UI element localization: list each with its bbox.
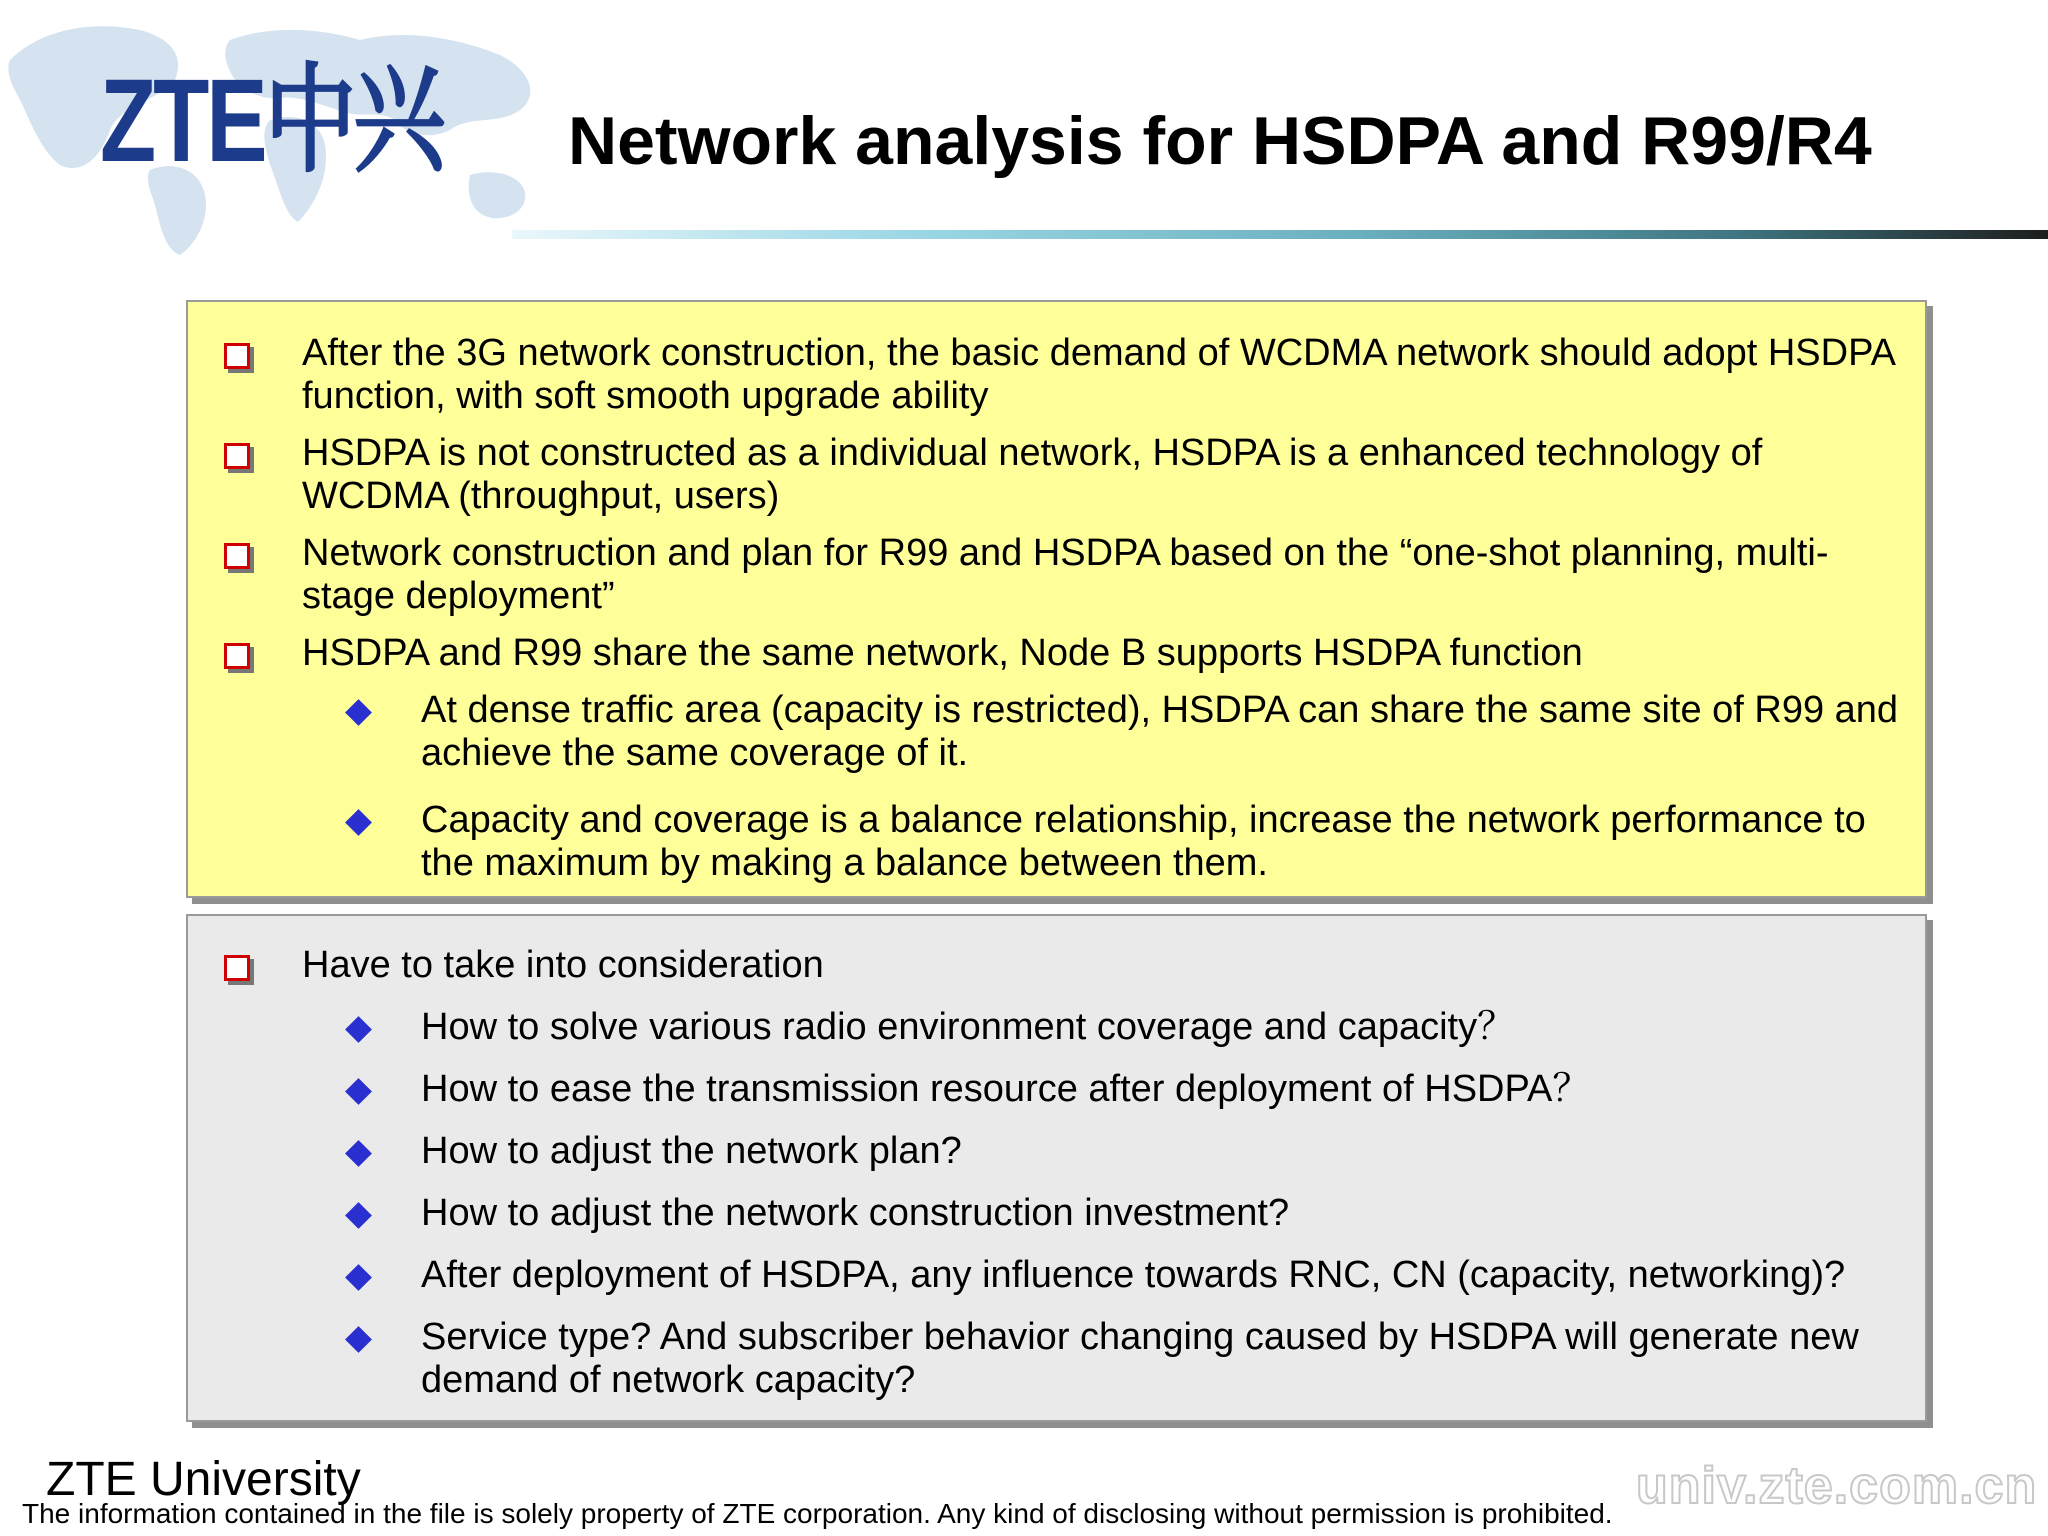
list-item — [302, 632, 1912, 675]
sub-list-item-text: At dense traffic area (capacity is restricted), HSDPA can share the same site of R99 and achieve the same coverage of it. — [421, 689, 1899, 774]
list-item — [302, 532, 1912, 618]
sub-list-item — [421, 1254, 1921, 1297]
footer-university: ZTE University — [46, 1453, 361, 1506]
zte-logo: ZTE中兴 — [100, 55, 443, 187]
hollow-square-bullet-icon — [224, 643, 250, 669]
list-item — [302, 332, 1912, 418]
sub-list-item — [421, 1192, 1921, 1235]
highlight-box — [186, 300, 1927, 898]
blue-diamond-bullet-icon — [345, 1016, 372, 1043]
hollow-square-bullet-icon — [224, 343, 250, 369]
sub-list-item — [421, 799, 1921, 885]
sub-list-item-text: How to adjust the network construction investment? — [421, 1192, 1290, 1234]
sub-list-item-text: Capacity and coverage is a balance relationship, increase the network performance to the maximum by making a balance between them. — [421, 799, 1866, 884]
list-item — [302, 432, 1912, 518]
footer-notice: The information contained in the file is solely property of ZTE corporation. Any kind of disclosing without permission is prohibited. — [22, 1498, 1613, 1529]
list-item-text: Have to take into consideration — [302, 944, 824, 986]
title-divider — [512, 230, 2048, 239]
sub-list-item — [421, 1006, 1921, 1049]
slide-title: Network analysis for HSDPA and R99/R4 — [568, 103, 1872, 179]
hollow-square-bullet-icon — [224, 543, 250, 569]
blue-diamond-bullet-icon — [345, 1140, 372, 1167]
sub-list-item — [421, 1130, 1921, 1173]
sub-list-item-text: After deployment of HSDPA, any influence towards RNC, CN (capacity, networking)? — [421, 1254, 1846, 1296]
footer-url: univ.zte.com.cn — [1636, 1457, 2038, 1515]
list-item — [302, 944, 1912, 987]
sub-list-item — [421, 1316, 1921, 1402]
sub-list-item-text: Service type? And subscriber behavior changing caused by HSDPA will generate new demand of network capacity? — [421, 1316, 1859, 1401]
list-item-text: After the 3G network construction, the basic demand of WCDMA network should adopt HSDPA function, with soft smooth upgrade ability — [302, 332, 1894, 417]
sub-list-item — [421, 689, 1921, 775]
sub-list-item-text: How to ease the transmission resource after deployment of HSDPA？ — [421, 1068, 1591, 1110]
blue-diamond-bullet-icon — [345, 1078, 372, 1105]
hollow-square-bullet-icon — [224, 443, 250, 469]
list-item-text: Network construction and plan for R99 and HSDPA based on the “one-shot planning, multi-stage deployment” — [302, 532, 1829, 617]
blue-diamond-bullet-icon — [345, 699, 372, 726]
consideration-box — [186, 914, 1927, 1422]
blue-diamond-bullet-icon — [345, 1264, 372, 1291]
sub-list-item — [421, 1068, 1921, 1111]
sub-list-item-text: How to adjust the network plan? — [421, 1130, 962, 1172]
hollow-square-bullet-icon — [224, 955, 250, 981]
list-item-text: HSDPA is not constructed as a individual network, HSDPA is a enhanced technology of WCDMA (throughput, users) — [302, 432, 1763, 517]
blue-diamond-bullet-icon — [345, 1202, 372, 1229]
list-item-text: HSDPA and R99 share the same network, Node B supports HSDPA function — [302, 632, 1583, 674]
sub-list-item-text: How to solve various radio environment coverage and capacity？ — [421, 1006, 1516, 1048]
blue-diamond-bullet-icon — [345, 1326, 372, 1353]
blue-diamond-bullet-icon — [345, 809, 372, 836]
